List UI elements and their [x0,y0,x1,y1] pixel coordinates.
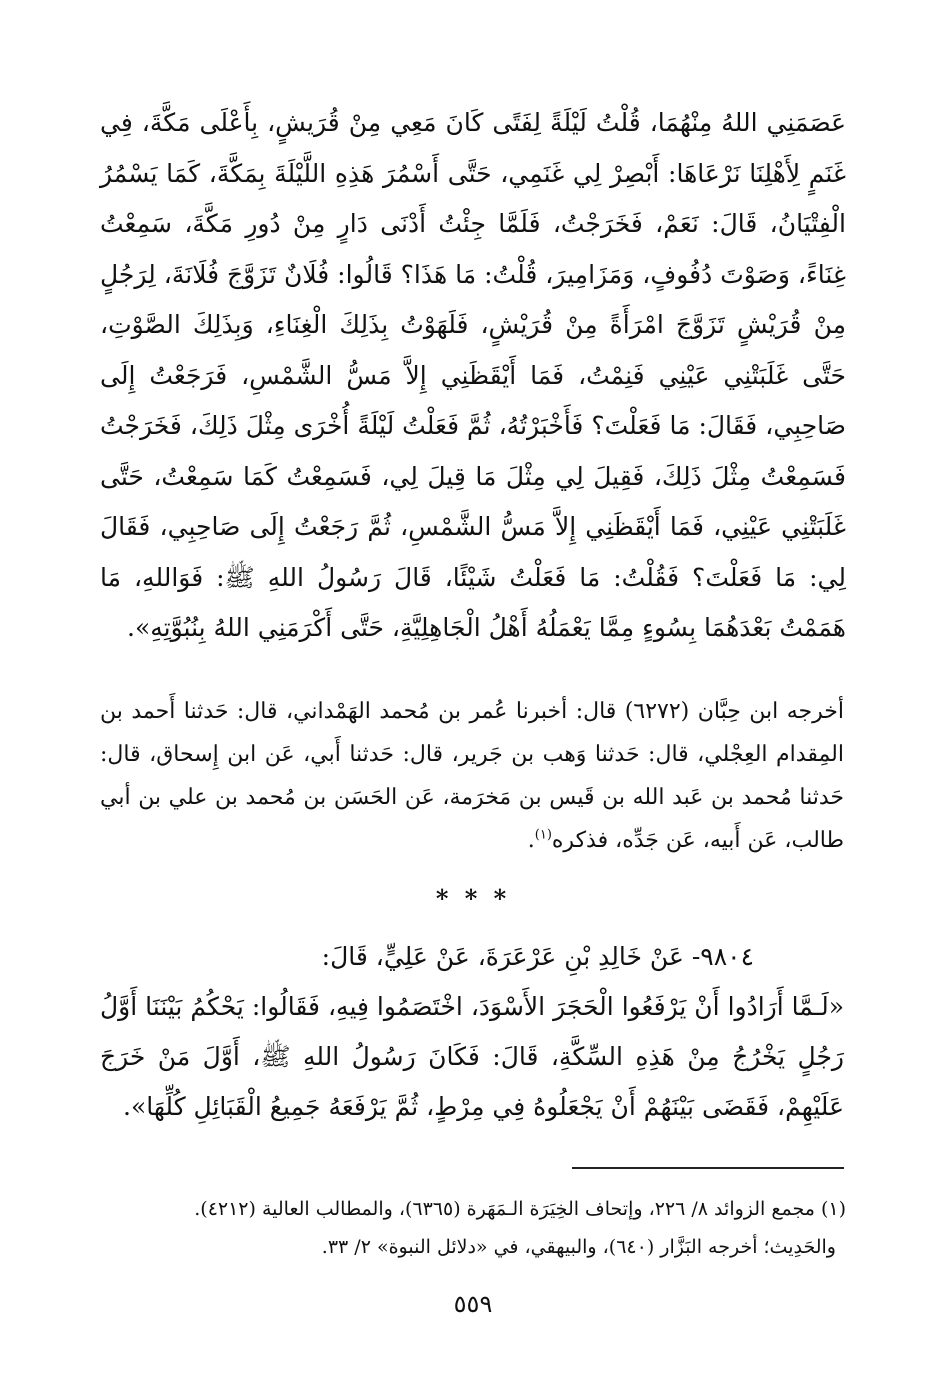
source-end: . [527,828,535,853]
hadith-text: «لَـمَّا أَرَادُوا أَنْ يَرْفَعُوا الْحَجَرَ الأَسْوَدَ، اخْتَصَمُوا فِيهِ، فَقَالُوا: يَحْكُمُ بَيْنَنَا أَوَّلُ رَجُلٍ يَخْرُجُ مِنْ هَذِهِ السِّكَّةِ، قَالَ: فَكَانَ رَسُولُ اللهِ ﷺ، أَوَّلَ مَنْ خَرَجَ عَلَيْهِمْ، فَقَضَى بَيْنَهُمْ أَنْ يَجْعَلُوهُ فِي مِرْطٍ، ثُمَّ يَرْفَعَهُ جَمِيعُ الْقَبَائِلِ كُلِّهَا». [100,992,844,1121]
main-text-block [100,98,846,654]
page-number: ٥٥٩ [453,1290,493,1318]
footnote-1: (١) مجمع الزوائد ٨/ ٢٢٦، وإتحاف الخِيَرَة الـمَهَرة (٦٣٦٥)، والمطالب العالية (٤٢١٢). [194,1198,846,1220]
footnotes [100,1190,846,1266]
footnote-divider [572,1167,844,1169]
source-text: أخرجه ابن حِبَّان (٦٢٧٢) قال: أخبرنا عُمر بن مُحمد الهَمْداني، قال: حَدثنا أَحمد بن المِقدام العِجْلي، قال: حَدثنا وَهب بن جَرير، قال: حَدثنا أَبي، عَن ابن إِسحاق، قال: حَدثنا مُحمد بن عَبد الله بن قَيس بن مَخرَمة، عَن الحَسَن بن مُحمد بن علي بن أبي طالب، عَن أَبيه، عَن جَدِّه، فذكره [100,699,845,853]
footnote-reference[interactable]: (١) [534,827,552,843]
source-citation [100,690,844,862]
hadith-block [100,932,844,1132]
section-separator: * * * [435,884,511,913]
hadith-heading: ٩٨٠٤- عَنْ خَالِدِ بْنِ عَرْعَرَةَ، عَنْ عَلِيٍّ، قَالَ: [321,942,754,971]
narration-paragraph: عَصَمَنِي اللهُ مِنْهُمَا، قُلْتُ لَيْلَةً لِفَتًى كَانَ مَعِي مِنْ قُرَيشٍ، بِأَعْلَى مَكَّةَ، فِي غَنَمٍ لِأَهْلِنَا نَرْعَاهَا: أَبْصِرْ لِي غَنَمِي، حَتَّى أَسْمُرَ هَذِهِ اللَّيْلَةَ بِمَكَّةَ، كَمَا يَسْمُرُ الْفِتْيَانُ، قَالَ: نَعَمْ، فَخَرَجْتُ، فَلَمَّا جِئْتُ أَدْنَى دَارٍ مِنْ دُورِ مَكَّةَ، سَمِعْتُ غِنَاءً، وَصَوْتَ دُفُوفٍ، وَمَزَامِيرَ، قُلْتُ: مَا هَذَا؟ قَالُوا: فُلَانٌ تَزَوَّجَ فُلَانَةَ، لِرَجُلٍ مِنْ قُرَيْشٍ تَزَوَّجَ امْرَأَةً مِنْ قُرَيْشٍ، فَلَهَوْتُ بِذَلِكَ الْغِنَاءِ، وَبِذَلِكَ الصَّوْتِ، حَتَّى غَلَبَتْنِي عَيْنِي فَنِمْتُ، فَمَا أَيْقَظَنِي إِلاَّ مَسُّ الشَّمْسِ، فَرَجَعْتُ إِلَى صَاحِبِي، فَقَالَ: مَا فَعَلْتَ؟ فَأَخْبَرْتُهُ، ثُمَّ فَعَلْتُ لَيْلَةً أُخْرَى مِثْلَ ذَلِكَ، فَخَرَجْتُ فَسَمِعْتُ مِثْلَ ذَلِكَ، فَقِيلَ لِي مِثْلَ مَا قِيلَ لِي، فَسَمِعْتُ كَمَا سَمِعْتُ، حَتَّى غَلَبَتْنِي عَيْنِي، فَمَا أَيْقَظَنِي إِلاَّ مَسُّ الشَّمْسِ، ثُمَّ رَجَعْتُ إِلَى صَاحِبِي، فَقَالَ لِي: مَا فَعَلْتَ؟ فَقُلْتُ: مَا فَعَلْتُ شَيْئًا، قَالَ رَسُولُ اللهِ ﷺ: فَوَاللهِ، مَا هَمَمْتُ بَعْدَهُمَا بِسُوءٍ مِمَّا يَعْمَلُهُ أَهْلُ الْجَاهِلِيَّةِ، حَتَّى أَكْرَمَنِي اللهُ بِنُبُوَّتِهِ». [100,108,846,642]
footnote-1-continuation: والحَدِيث؛ أخرجه البَزَّار (٦٤٠)، والبيهقي، في «دلائل النبوة» ٢/ ٣٣. [321,1236,836,1258]
